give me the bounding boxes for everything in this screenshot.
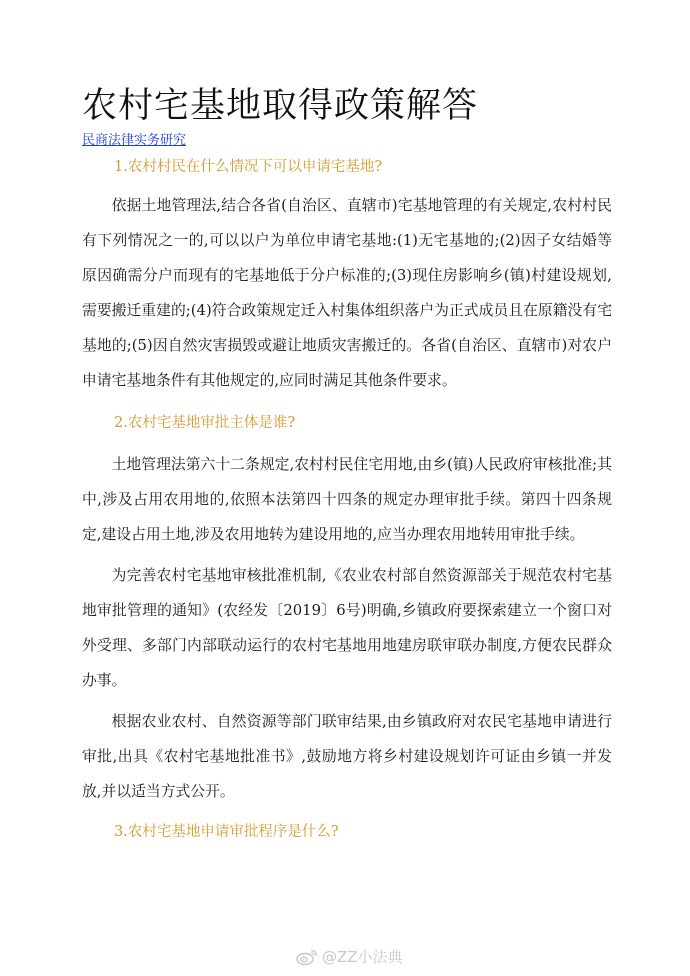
watermark-text: @ZZ小法典 — [322, 948, 403, 966]
paragraph-3: 为完善农村宅基地审核批准机制,《农业农村部自然资源部关于规范农村宅基地审批管理的通知》(农经发〔2019〕6号)明确,乡镇政府要探索建立一个窗口对外受理、多部门内部联动运行的农村宅基地用地建房联审联办制度,方便农民群众办事。 — [82, 567, 612, 689]
question-3: 3.农村宅基地申请审批程序是什么? — [114, 824, 339, 840]
paragraph-4: 根据农业农村、自然资源等部门联审结果,由乡镇政府对农民宅基地申请进行审批,出具《农村宅基地批准书》,鼓励地方将乡村建设规划许可证由乡镇一并发放,并以适当方式公开。 — [82, 713, 612, 800]
source-link[interactable]: 民商法律实务研究 — [82, 133, 187, 148]
paragraph-2: 土地管理法第六十二条规定,农村村民住宅用地,由乡(镇)人民政府审核批准;其中,涉及占用农用地的,依照本法第四十四条的规定办理审批手续。第四十四条规定,建设占用土地,涉及农用地转为建设用地的,应当办理农用地转用审批手续。 — [82, 456, 612, 543]
question-2: 2.农村宅基地审批主体是谁? — [114, 415, 296, 431]
weibo-icon — [296, 948, 318, 966]
article-body — [82, 150, 612, 850]
watermark — [296, 946, 403, 967]
paragraph-1: 依据土地管理法,结合各省(自治区、直辖市)宅基地管理的有关规定,农村村民有下列情况之一的,可以以户为单位申请宅基地:(1)无宅基地的;(2)因子女结婚等原因确需分户而现有的宅基地低于分户标准的;(3)现住房影响乡(镇)村建设规划,需要搬迁重建的;(4)符合政策规定迁入村集体组织落户为正式成员且在原籍没有宅基地的;(5)因自然灾害损毁或避让地质灾害搬迁的。各省(自治区、直辖市)对农户申请宅基地条件有其他规定的,应同时满足其他条件要求。 — [82, 197, 612, 389]
article-title: 农村宅基地取得政策解答 — [82, 86, 479, 126]
question-1: 1.农村村民在什么情况下可以申请宅基地? — [114, 159, 383, 175]
